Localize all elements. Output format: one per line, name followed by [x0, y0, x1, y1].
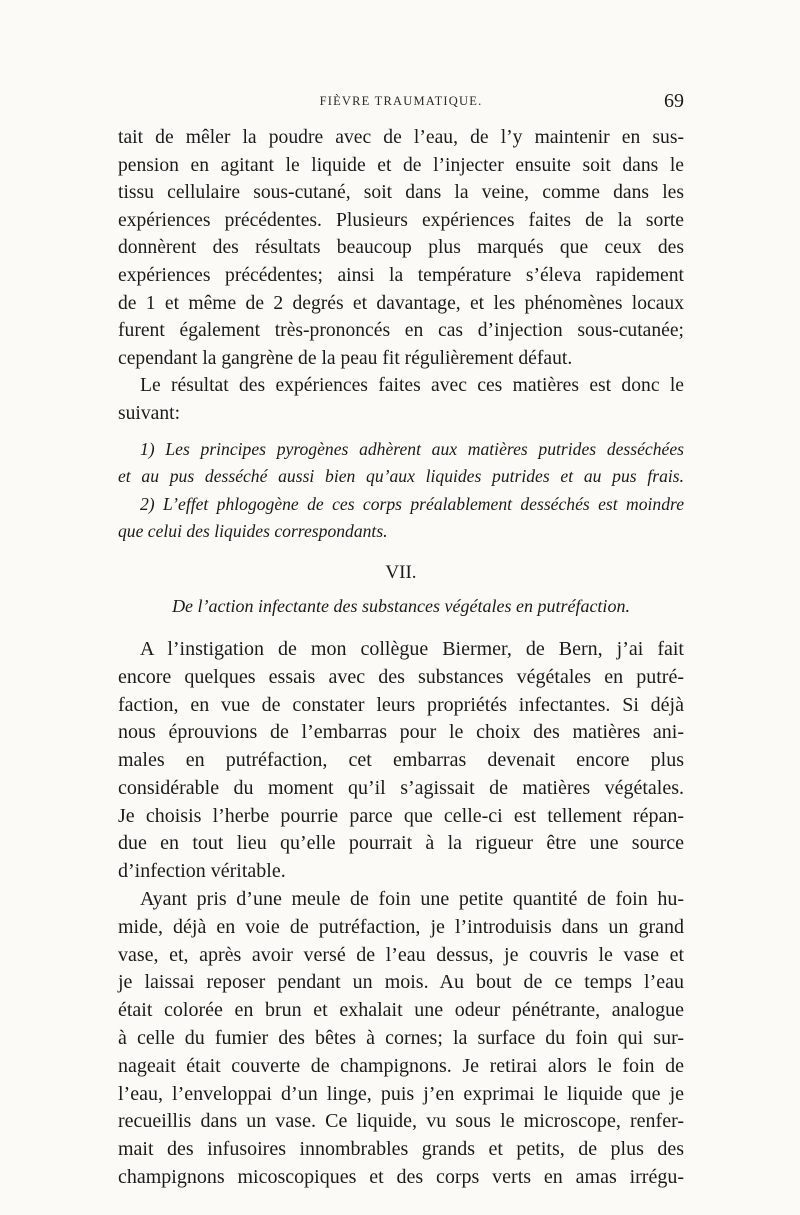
conclusion-line: et au pus desséché aussi bien qu’aux liquides putrides et au pus frais. — [118, 466, 684, 487]
text-line: males en putréfaction, cet embarras devenait encore plus — [118, 749, 684, 772]
text-line: vase, et, après avoir versé de l’eau dessus, je couvris le vase et — [118, 943, 684, 966]
text-line: A l’instigation de mon collègue Biermer, de Bern, j’ai fait — [140, 637, 684, 660]
text-line: encore quelques essais avec des substances végétales en putré- — [118, 665, 684, 688]
text-line: d’infection véritable. — [118, 860, 286, 883]
text-line: était colorée en brun et exhalait une odeur pénétrante, analogue — [118, 999, 684, 1022]
text-line: expériences précédentes; ainsi la température s’éleva rapidement — [118, 264, 684, 286]
text-line: faction, en vue de constater leurs propriétés infectantes. Si déjà — [118, 693, 684, 716]
text-line: Ayant pris d’une meule de foin une petite quantité de foin hu- — [140, 888, 684, 911]
section-title: De l’action infectante des substances végétales en putréfaction. — [172, 595, 630, 616]
paragraph-continuation — [118, 124, 684, 372]
text-line: mide, déjà en voie de putréfaction, je l’introduisis dans un grand — [118, 915, 684, 938]
section-number: VII. — [385, 561, 417, 583]
text-line: donnèrent des résultats beaucoup plus marqués que ceux des — [118, 237, 684, 259]
text-line: expériences précédentes. Plusieurs expériences faites de la sorte — [118, 209, 684, 231]
text-line: Le résultat des expériences faites avec ces matières est donc le — [140, 375, 684, 397]
text-line: furent également très-prononcés en cas d’injection sous-cutanée; — [118, 320, 684, 342]
paragraph-hay-experiment — [118, 886, 684, 1192]
text-line: Je choisis l’herbe pourrie parce que celle-ci est tellement répan- — [118, 804, 684, 827]
running-header — [118, 92, 684, 118]
paragraph-result — [118, 372, 684, 427]
text-line: due en tout lieu qu’elle pourrait à la rigueur être une source — [118, 832, 684, 855]
text-line: considérable du moment qu’il s’agissait de matières végétales. — [118, 776, 684, 799]
text-line: tait de mêler la poudre avec de l’eau, de l’y maintenir en sus- — [118, 127, 684, 148]
conclusion-line: que celui des liquides correspondants. — [118, 521, 388, 542]
page-number: 69 — [664, 90, 684, 112]
text-line: cependant la gangrène de la peau fit régulièrement défaut. — [118, 347, 573, 369]
text-line: nous éprouvions de l’embarras pour le choix des matières ani- — [118, 721, 684, 744]
text-line: l’eau, l’enveloppai d’un linge, puis j’en exprimai le liquide que je — [118, 1082, 684, 1105]
conclusion-line: 2) L’effet phlogogène de ces corps préalablement desséchés est moindre — [140, 493, 684, 514]
text-line: à celle du fumier des bêtes à cornes; la surface du foin qui sur- — [118, 1027, 684, 1050]
running-title: FIÈVRE TRAUMATIQUE. — [319, 94, 483, 108]
text-line: tissu cellulaire sous-cutané, soit dans la veine, comme dans les — [118, 182, 684, 204]
text-line: de 1 et même de 2 degrés et davantage, et les phénomènes locaux — [118, 292, 684, 314]
text-line: suivant: — [118, 402, 181, 424]
conclusions-list — [118, 436, 684, 546]
text-line: je laissai reposer pendant un mois. Au bout de ce temps l’eau — [118, 971, 684, 994]
conclusion-line: 1) Les principes pyrogènes adhèrent aux matières putrides desséchées — [140, 438, 684, 459]
text-line: recueillis dans un vase. Ce liquide, vu sous le microscope, renfer- — [118, 1110, 684, 1133]
text-line: nageait était couverte de champignons. Je retirai alors le foin de — [118, 1054, 684, 1077]
body-text — [118, 124, 684, 1192]
text-line: pension en agitant le liquide et de l’injecter ensuite soit dans le — [118, 154, 684, 176]
paragraph-instigation — [118, 636, 684, 886]
text-line: mait des infusoires innombrables grands et petits, de plus des — [118, 1138, 684, 1161]
text-line: champignons micoscopiques et des corps verts en amas irrégu- — [118, 1166, 684, 1189]
